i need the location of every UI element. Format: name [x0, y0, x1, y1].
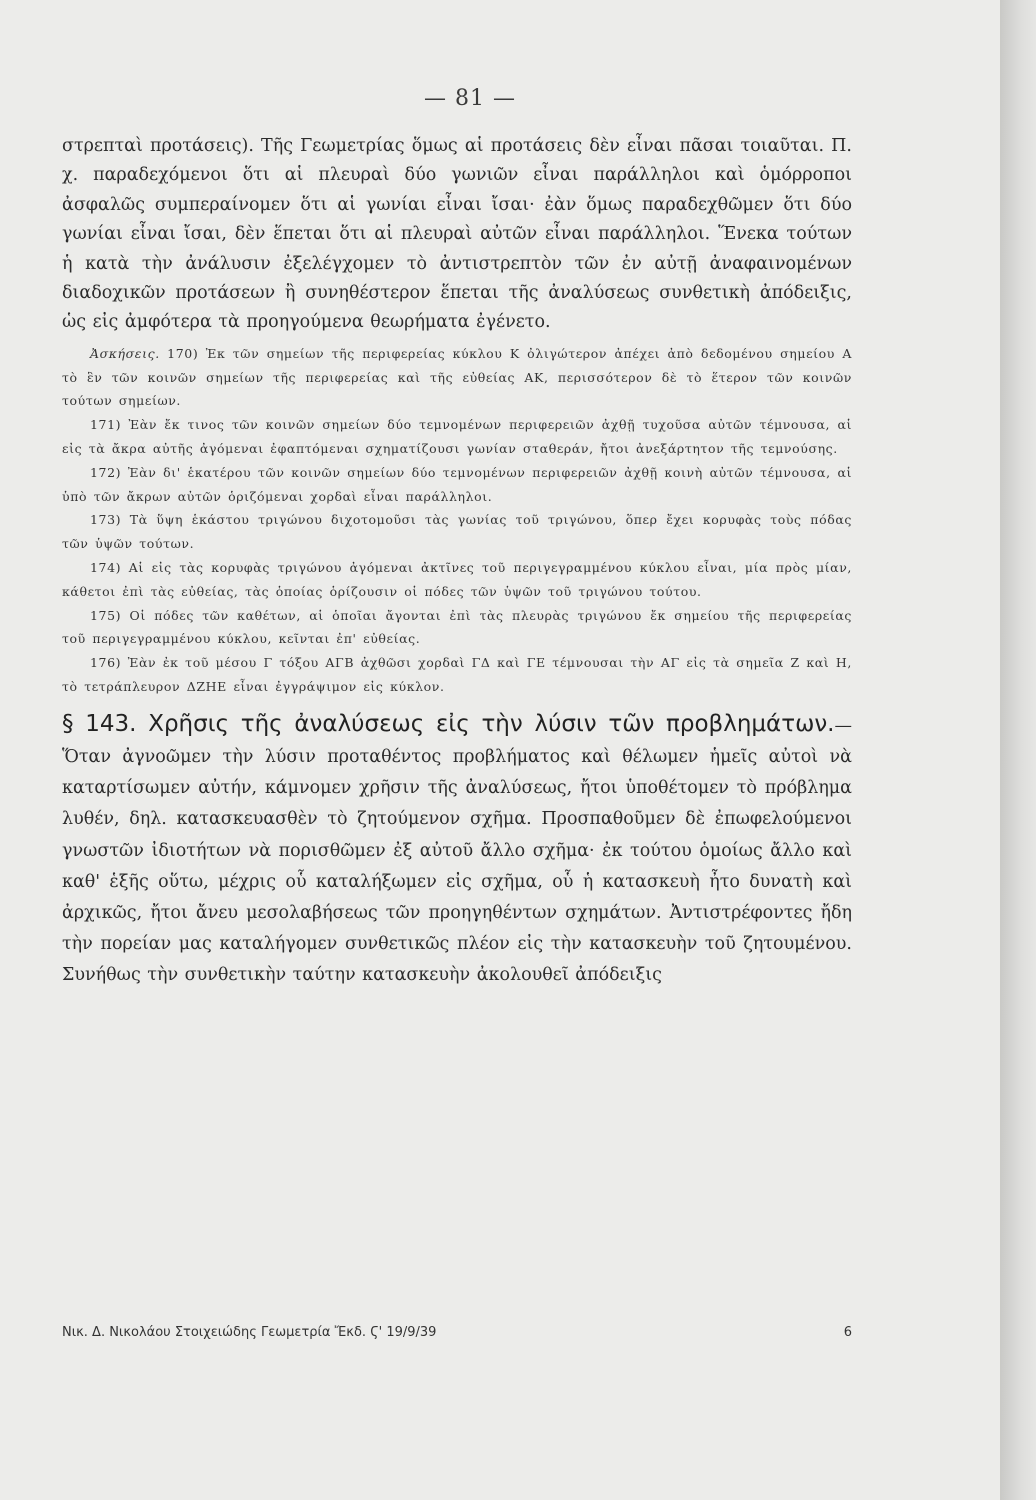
exercise-174: 174) Αἱ εἰς τὰς κορυφὰς τριγώνου ἀγόμεναι ἀκτῖνες τοῦ περιγεγραμμένου κύκλου εἶναι, μία πρὸς μίαν, κάθετοι ἐπὶ τὰς εὐθείας, τὰς ὁποίας ὁρίζουσιν οἱ πόδες τῶν ὑψῶν τοῦ τριγώνου τούτου.	[62, 560, 852, 599]
exercises-block	[62, 342, 852, 699]
exercise-171: 171) Ἐὰν ἔκ τινος τῶν κοινῶν σημείων δύο τεμνομένων περιφερειῶν ἀχθῇ τυχοῦσα αὐτῶν τέμνουσα, αἱ εἰς τὰ ἄκρα αὐτῆς ἀγόμεναι ἐφαπτόμεναι σχηματίζουσι γωνίαν σταθεράν, ἤτοι ἀνεξάρτητον τῆς τεμνούσης.	[62, 417, 852, 457]
page-content	[62, 132, 852, 992]
section-text: —Ὅταν ἀγνοῶμεν τὴν λύσιν προταθέντος προβλήματος καὶ θέλωμεν ἡμεῖς αὐτοὶ νὰ καταρτίσωμεν αὐτήν, κάμνομεν χρῆσιν τῆς ἀναλύσεως, ἤτοι ὑποθέτομεν τὸ πρόβλημα λυθέν, δηλ. κατασκευασθὲν τὸ ζητούμενον σχῆμα. Προσπαθοῦμεν δὲ ἐπωφελούμενοι γνωστῶν ἰδιοτήτων νὰ πορισθῶμεν ἐξ αὐτοῦ ἄλλο σχῆμα· ἐκ τούτου ὁμοίως ἄλλο καὶ καθ' ἑξῆς οὕτω, μέχρις οὗ καταλήξωμεν εἰς σχῆμα, οὗ ἡ κατασκευὴ ἦτο δυνατὴ καὶ ἀρχικῶς, ἤτοι ἄνευ μεσολαβήσεως τῶν προηγηθέντων σχημάτων. Ἀντιστρέφοντες ἤδη τὴν πορείαν μας καταλήγομεν συνθετικῶς πλέον εἰς τὴν κατασκευὴν τοῦ ζητουμένου. Συνήθως τὴν συνθετικὴν ταύτην κατασκευὴν ἀκολουθεῖ ἀπόδειξις	[62, 715, 852, 986]
section-heading: § 143. Χρῆσις τῆς ἀναλύσεως εἰς τὴν λύσιν τῶν προβλημάτων.	[62, 710, 835, 737]
exercise-176: 176) Ἐὰν ἐκ τοῦ μέσου Γ τόξου ΑΓΒ ἀχθῶσι χορδαὶ ΓΔ καὶ ΓΕ τέμνουσαι τὴν ΑΓ εἰς τὰ σημεῖα Ζ καὶ Η, τὸ τετράπλευρον ΔΖΗΕ εἶναι ἐγγράψιμον εἰς κύκλον.	[62, 655, 852, 694]
signature-mark: 6	[843, 1325, 852, 1340]
page-edge-shadow	[1000, 0, 1036, 1500]
page-footer	[62, 1325, 852, 1340]
footer-imprint: Νικ. Δ. Νικολάου Στοιχειώδης Γεωμετρία Ἔκδ. Ϛ' 19/9/39	[62, 1325, 437, 1340]
exercise-173: 173) Τὰ ὕψη ἑκάστου τριγώνου διχοτομοῦσι τὰς γωνίας τοῦ τριγώνου, ὅπερ ἔχει κορυφὰς τοὺς πόδας τῶν ὑψῶν τούτων.	[62, 512, 852, 552]
section-paragraph	[62, 709, 852, 992]
exercises-label: Ἀσκήσεις.	[90, 345, 160, 361]
exercise-175: 175) Οἱ πόδες τῶν καθέτων, αἱ ὁποῖαι ἄγονται ἐπὶ τὰς πλευρὰς τριγώνου ἔκ σημείου τῆς περιφερείας τοῦ περιγεγραμμένου κύκλου, κεῖνται ἐπ' εὐθείας.	[62, 607, 852, 647]
exercise-170	[62, 342, 852, 413]
page-number: — 81 —	[424, 86, 516, 111]
intro-paragraph: στρεπταὶ προτάσεις). Τῆς Γεωμετρίας ὅμως αἱ προτάσεις δὲν εἶναι πᾶσαι τοιαῦται. Π. χ. παραδεχόμενοι ὅτι αἱ πλευραὶ δύο γωνιῶν εἶναι παράλληλοι καὶ ὁμόρροποι ἀσφαλῶς συμπεραίνομεν ὅτι αἱ γωνίαι εἶναι ἴσαι· ἐὰν ὅμως παραδεχθῶμεν ὅτι δύο γωνίαι εἶναι ἴσαι, δὲν ἕπεται ὅτι αἱ πλευραὶ αὐτῶν εἶναι παράλληλοι. Ἕνεκα τούτων ἡ κατὰ τὴν ἀνάλυσιν ἐξελέγχομεν τὸ ἀντιστρεπτὸν τῶν ἐν αὐτῇ ἀναφαινομένων διαδοχικῶν προτάσεων ἢ συνηθέστερον ἕπεται τῆς ἀναλύσεως συνθετικὴ ἀπόδειξις, ὡς εἰς ἀμφότερα τὰ προηγούμενα θεωρήματα ἐγένετο.	[62, 136, 852, 333]
section-143	[62, 709, 852, 992]
exercise-172: 172) Ἐὰν δι' ἑκατέρου τῶν κοινῶν σημείων δύο τεμνομένων περιφερειῶν ἀχθῇ κοινὴ αὐτῶν τέμνουσα, αἱ ὑπὸ τῶν ἄκρων αὐτῶν ὁριζόμεναι χορδαὶ εἶναι παράλληλοι.	[62, 464, 852, 504]
exercise-text: 170) Ἐκ τῶν σημείων τῆς περιφερείας κύκλου Κ ὀλιγώτερον ἀπέχει ἀπὸ δεδομένου σημείου Α τὸ ἓν τῶν κοινῶν σημείων τῆς περιφερείας καὶ τῆς εὐθείας ΑΚ, περισσότερον δὲ τὸ ἕτερον τῶν κοινῶν τούτων σημείων.	[62, 345, 852, 409]
